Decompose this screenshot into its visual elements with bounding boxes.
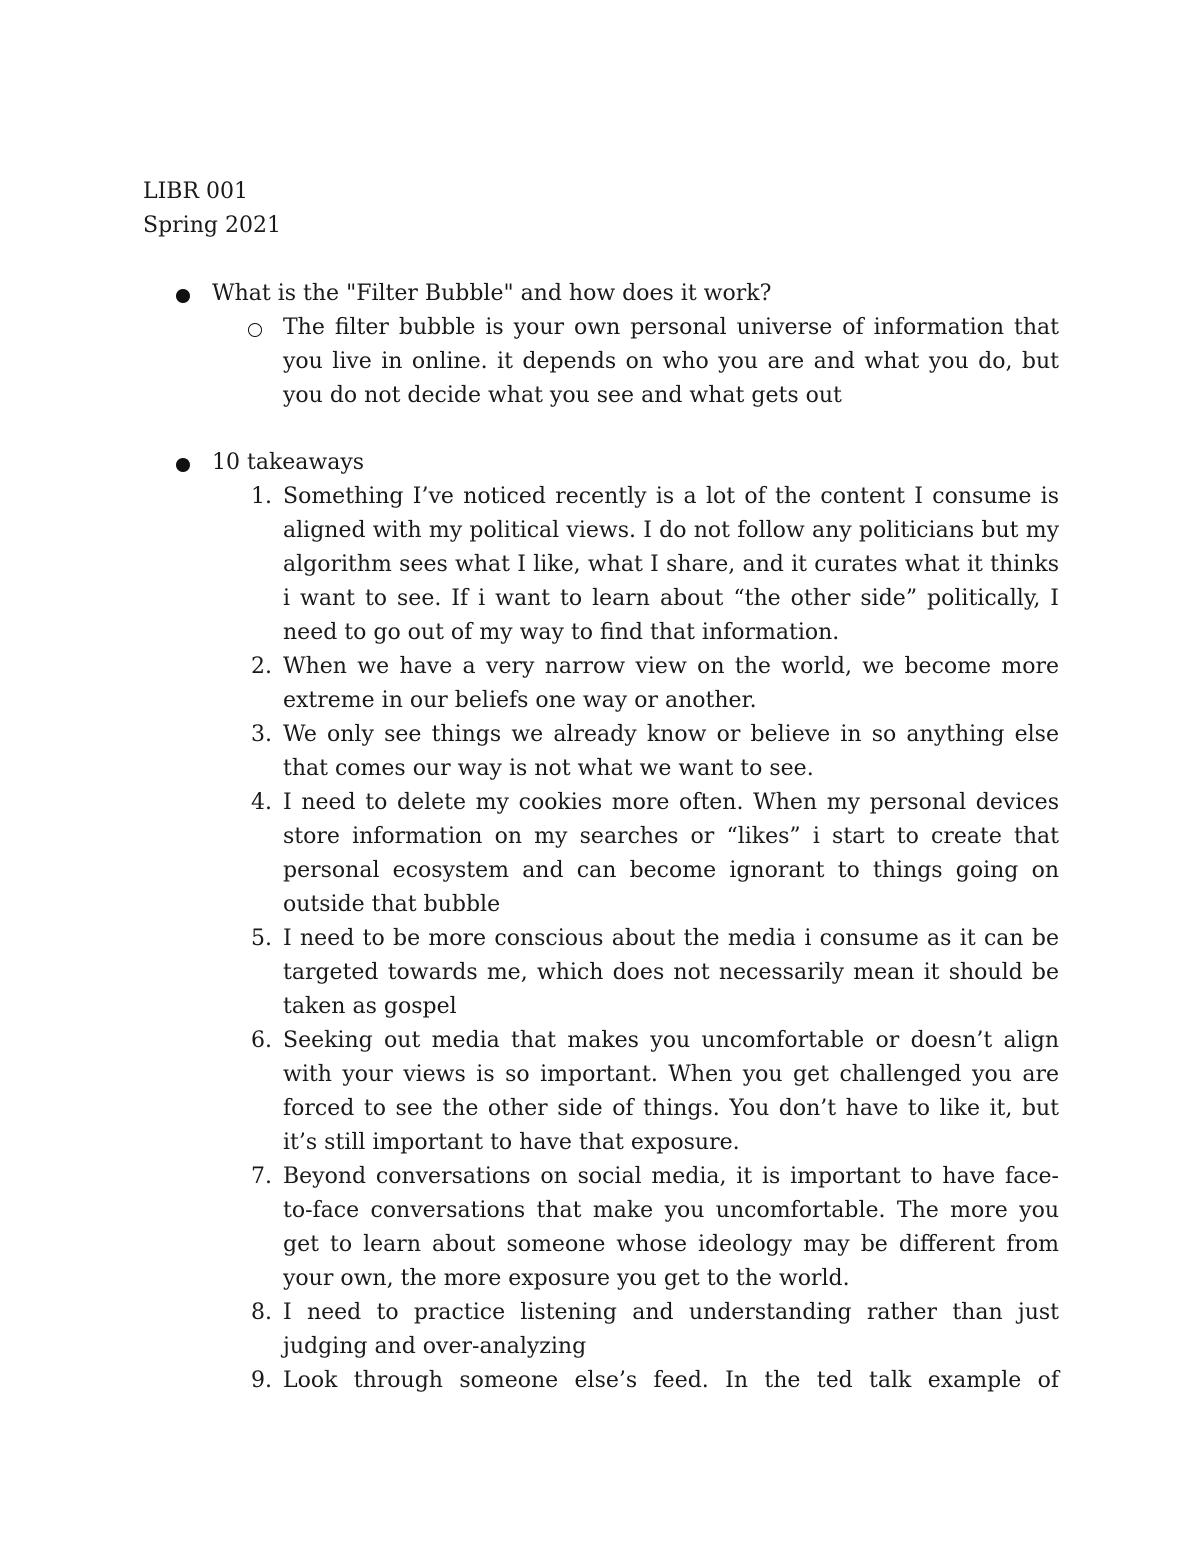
list-item: Beyond conversations on social media, it is important to have face-to-face conversations that make you uncomfortable. The more you get to learn about someone whose ideology may be different from your own, the more exposure you get to the world. <box>283 1164 1059 1291</box>
list-item-number: 3. <box>251 722 272 747</box>
bullet-icon <box>176 458 190 472</box>
list-item-number: 8. <box>251 1300 272 1325</box>
hollow-circle-icon <box>248 323 262 337</box>
list-item: I need to delete my cookies more often. When my personal devices store information on my searches or “likes” i start to create that personal ecosystem and can become ignorant to things going on outside that bubble <box>283 790 1059 917</box>
question-text: What is the "Filter Bubble" and how does it work? <box>212 281 772 306</box>
term-label: Spring 2021 <box>143 213 281 238</box>
takeaways-heading: 10 takeaways <box>212 450 365 475</box>
list-item-number: 7. <box>251 1164 272 1189</box>
list-item: Look through someone else’s feed. In the ted talk example of <box>283 1368 1059 1393</box>
list-item: Seeking out media that makes you uncomfortable or doesn’t align with your views is so important. When you get challenged you are forced to see the other side of things. You don’t have to like it, but it’s still important to have that exposure. <box>283 1028 1059 1155</box>
list-item: We only see things we already know or believe in so anything else that comes our way is not what we want to see. <box>283 722 1059 781</box>
list-item: I need to be more conscious about the media i consume as it can be targeted towards me, which does not necessarily mean it should be taken as gospel <box>283 926 1059 1019</box>
list-item-number: 4. <box>251 790 272 815</box>
answer-text: The filter bubble is your own personal universe of information that you live in online. it depends on who you are and what you do, but you do not decide what you see and what gets out <box>283 315 1059 408</box>
list-item: When we have a very narrow view on the world, we become more extreme in our beliefs one way or another. <box>283 654 1059 713</box>
list-item-number: 1. <box>251 484 272 509</box>
list-item-number: 9. <box>251 1368 272 1393</box>
list-item: I need to practice listening and understanding rather than just judging and over-analyzing <box>283 1300 1059 1359</box>
list-item-number: 2. <box>251 654 272 679</box>
list-item-number: 5. <box>251 926 272 951</box>
list-item-number: 6. <box>251 1028 272 1053</box>
course-code: LIBR 001 <box>143 179 249 204</box>
bullet-icon <box>176 289 190 303</box>
list-item: Something I’ve noticed recently is a lot of the content I consume is aligned with my political views. I do not follow any politicians but my algorithm sees what I like, what I share, and it curates what it thinks i want to see. If i want to learn about “the other side” politically, I need to go out of my way to find that information. <box>283 484 1059 645</box>
